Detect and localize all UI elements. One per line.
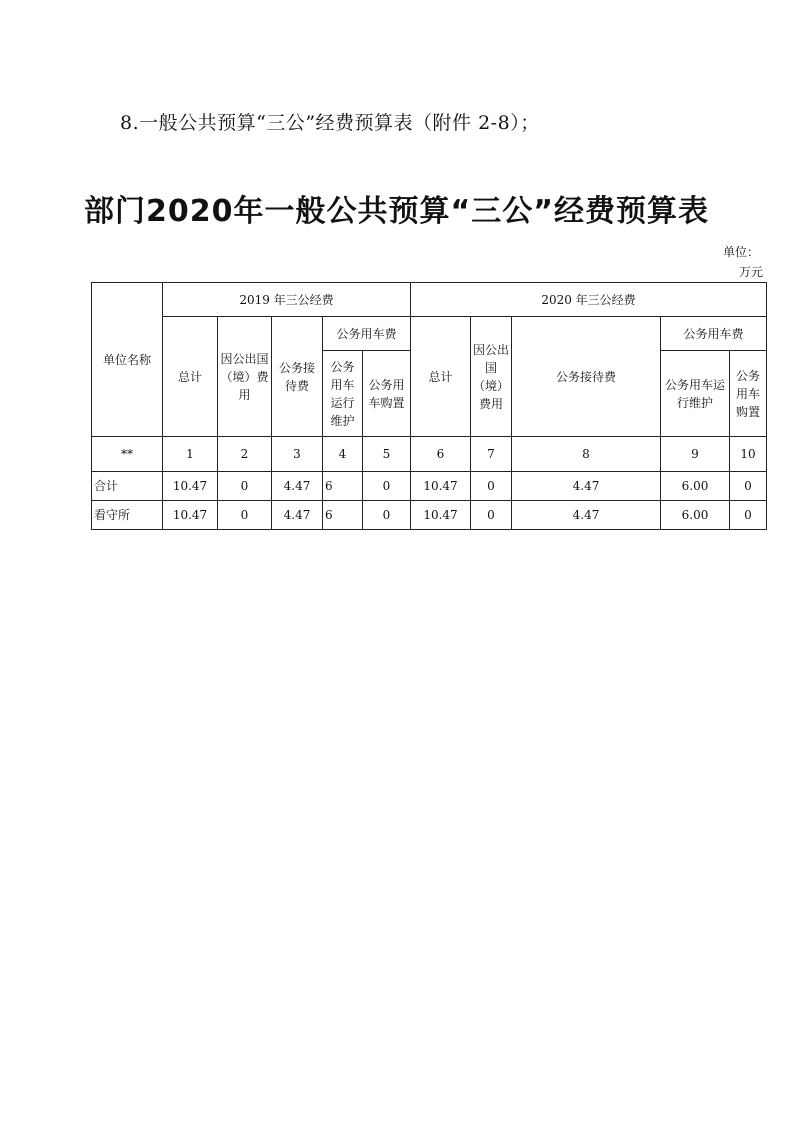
index-cell: 4 xyxy=(323,437,363,472)
value-cell: 0 xyxy=(471,501,512,530)
index-cell: 10 xyxy=(730,437,767,472)
value-cell: 6.00 xyxy=(661,472,730,501)
index-cell: 8 xyxy=(512,437,661,472)
value-cell: 0 xyxy=(218,501,272,530)
value-cell: 10.47 xyxy=(411,501,471,530)
col-vehicle-2019: 公务用车费 xyxy=(323,317,411,351)
value-cell: 10.47 xyxy=(163,501,218,530)
value-cell: 6 xyxy=(323,472,363,501)
value-cell: 4.47 xyxy=(272,472,323,501)
col-reception-2019: 公务接待费 xyxy=(272,317,323,437)
index-cell: 3 xyxy=(272,437,323,472)
index-cell: 9 xyxy=(661,437,730,472)
unit-value: 万元 xyxy=(738,265,763,279)
index-cell: ** xyxy=(92,437,163,472)
index-cell: 1 xyxy=(163,437,218,472)
col-abroad-2020: 因公出国（境）费用 xyxy=(471,317,512,437)
index-cell: 2 xyxy=(218,437,272,472)
row-label: 合计 xyxy=(92,472,163,501)
value-cell: 4.47 xyxy=(512,501,661,530)
budget-table xyxy=(91,282,767,530)
col-vehicle-buy-2020: 公务用车购置 xyxy=(730,351,767,437)
value-cell: 0 xyxy=(730,472,767,501)
value-cell: 4.47 xyxy=(272,501,323,530)
unit-label: 单位： xyxy=(722,245,759,259)
table-row xyxy=(92,472,767,501)
col-total-2020: 总计 xyxy=(411,317,471,437)
group-header-2019: 2019 年三公经费 xyxy=(163,283,411,317)
group-header-2020: 2020 年三公经费 xyxy=(411,283,767,317)
value-cell: 0 xyxy=(363,501,411,530)
col-unit-name: 单位名称 xyxy=(92,283,163,437)
index-cell: 6 xyxy=(411,437,471,472)
row-label: 看守所 xyxy=(92,501,163,530)
col-abroad-2019: 因公出国（境）费用 xyxy=(218,317,272,437)
index-cell: 5 xyxy=(363,437,411,472)
table-row xyxy=(92,501,767,530)
col-vehicle-run-2019: 公务用车运行维护 xyxy=(323,351,363,437)
value-cell: 0 xyxy=(730,501,767,530)
value-cell: 0 xyxy=(363,472,411,501)
page-title: 部门2020年一般公共预算“三公”经费预算表 xyxy=(84,194,709,229)
index-cell: 7 xyxy=(471,437,512,472)
col-total-2019: 总计 xyxy=(163,317,218,437)
section-heading: 8.一般公共预算“三公”经费预算表（附件 2-8）； xyxy=(120,112,540,134)
col-vehicle-run-2020: 公务用车运行维护 xyxy=(661,351,730,437)
value-cell: 10.47 xyxy=(411,472,471,501)
value-cell: 0 xyxy=(218,472,272,501)
col-vehicle-buy-2019: 公务用车购置 xyxy=(363,351,411,437)
index-row xyxy=(92,437,767,472)
col-vehicle-2020: 公务用车费 xyxy=(661,317,767,351)
value-cell: 6 xyxy=(323,501,363,530)
value-cell: 0 xyxy=(471,472,512,501)
value-cell: 6.00 xyxy=(661,501,730,530)
col-reception-2020: 公务接待费 xyxy=(512,317,661,437)
value-cell: 4.47 xyxy=(512,472,661,501)
value-cell: 10.47 xyxy=(163,472,218,501)
